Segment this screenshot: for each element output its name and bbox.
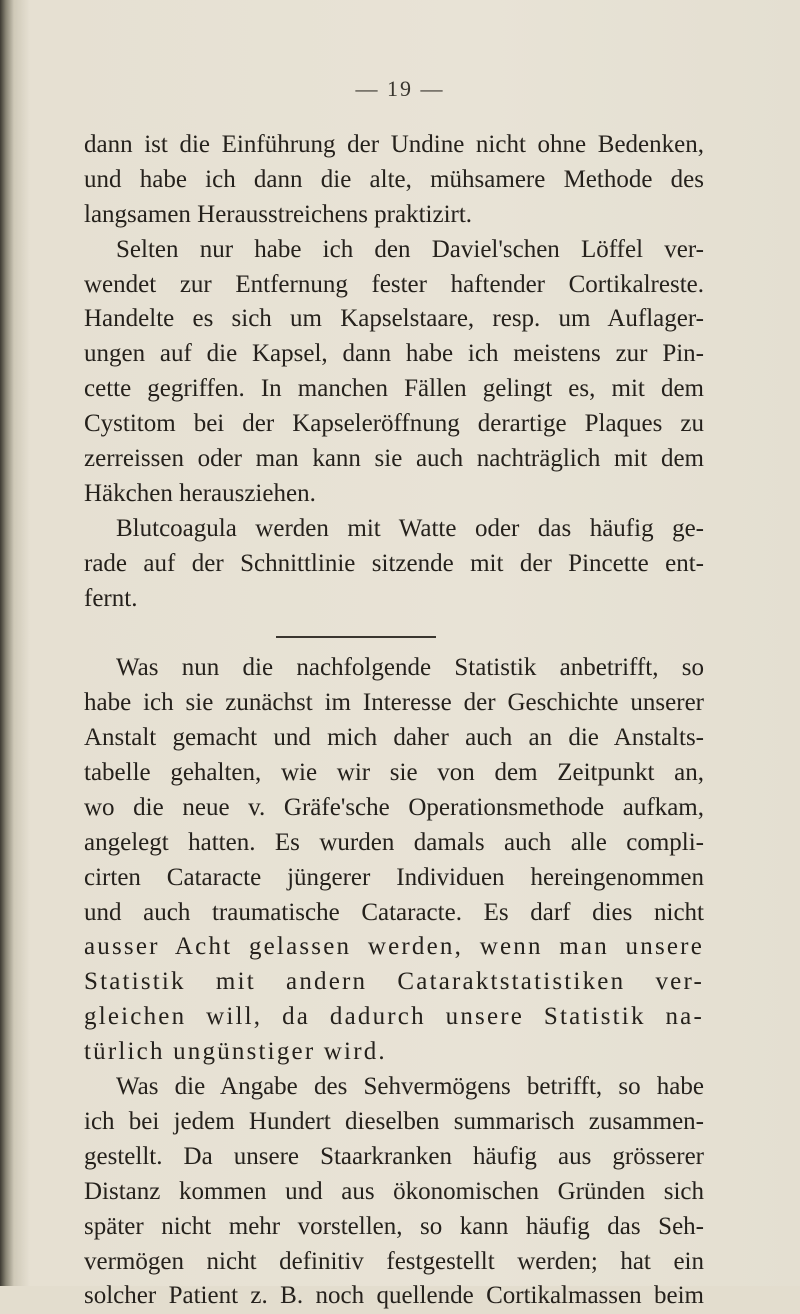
text-line: langsamen Herausstreichens praktizirt.	[84, 200, 473, 228]
text-line-spaced: gleichen will, da dadurch unsere Statistik na-	[84, 1003, 704, 1031]
text-line: Häkchen herausziehen.	[84, 479, 316, 507]
text-line: angelegt hatten. Es wurden damals auch alle compli-	[84, 828, 704, 856]
text-line: fernt.	[84, 584, 138, 612]
text-line-spaced: türlich ungünstiger wird.	[84, 1038, 387, 1066]
text-line: und auch traumatische Cataracte. Es darf dies nicht	[84, 898, 704, 926]
text-line: und habe ich dann die alte, mühsamere Methode des	[84, 165, 704, 193]
text-line: dann ist die Einführung der Undine nicht ohne Bedenken,	[84, 131, 704, 158]
section-divider	[276, 636, 436, 638]
text-line: cirten Cataracte jüngerer Individuen hereingenommen	[84, 863, 704, 891]
section-divider-row	[84, 616, 704, 651]
text-line: Selten nur habe ich den Daviel'schen Löffel ver-	[116, 235, 704, 263]
text-line: Was nun die nachfolgende Statistik anbetrifft, so	[116, 654, 704, 682]
text-line-spaced: Statistik mit andern Cataraktstatistiken ver-	[84, 968, 704, 996]
text-line: wendet zur Entfernung fester haftender Cortikalreste.	[84, 270, 704, 298]
text-line: rade auf der Schnittlinie sitzende mit der Pincette ent-	[84, 549, 704, 577]
text-line: Distanz kommen und aus ökonomischen Gründen sich	[84, 1177, 704, 1205]
text-line: wo die neue v. Gräfe'sche Operationsmethode aufkam,	[84, 793, 704, 821]
text-line: ich bei jedem Hundert dieselben summarisch zusammen-	[84, 1107, 704, 1135]
text-line: Cystitom bei der Kapseleröffnung derartige Plaques zu	[84, 410, 704, 438]
text-line: tabelle gehalten, wie wir sie von dem Zeitpunkt an,	[84, 759, 704, 787]
text-line: gestellt. Da unsere Staarkranken häufig aus grösserer	[84, 1142, 704, 1170]
text-line: Was die Angabe des Sehvermögens betrifft, so habe	[116, 1073, 704, 1101]
text-line: Handelte es sich um Kapselstaare, resp. um Auflager-	[84, 305, 704, 333]
text-line-spaced: ausser Acht gelassen werden, wenn man unsere	[84, 933, 704, 961]
text-line: später nicht mehr vorstellen, so kann häufig das Seh-	[84, 1212, 704, 1240]
text-line: zerreissen oder man kann sie auch nachträglich mit dem	[84, 445, 704, 473]
text-line: Blutcoagula werden mit Watte oder das häufig ge-	[116, 514, 704, 542]
text-line: vermögen nicht definitiv festgestellt werden; hat ein	[84, 1247, 704, 1275]
text-line: ungen auf die Kapsel, dann habe ich meistens zur Pin-	[84, 340, 704, 368]
text-line: Anstalt gemacht und mich daher auch an die Anstalts-	[84, 724, 704, 752]
body-text	[84, 128, 704, 1314]
text-line: cette gegriffen. In manchen Fällen gelingt es, mit dem	[84, 375, 704, 403]
page-number: — 19 —	[355, 76, 445, 101]
text-line: solcher Patient z. B. noch quellende Cortikalmassen beim	[84, 1282, 704, 1310]
text-line: habe ich sie zunächst im Interesse der Geschichte unserer	[84, 689, 704, 717]
